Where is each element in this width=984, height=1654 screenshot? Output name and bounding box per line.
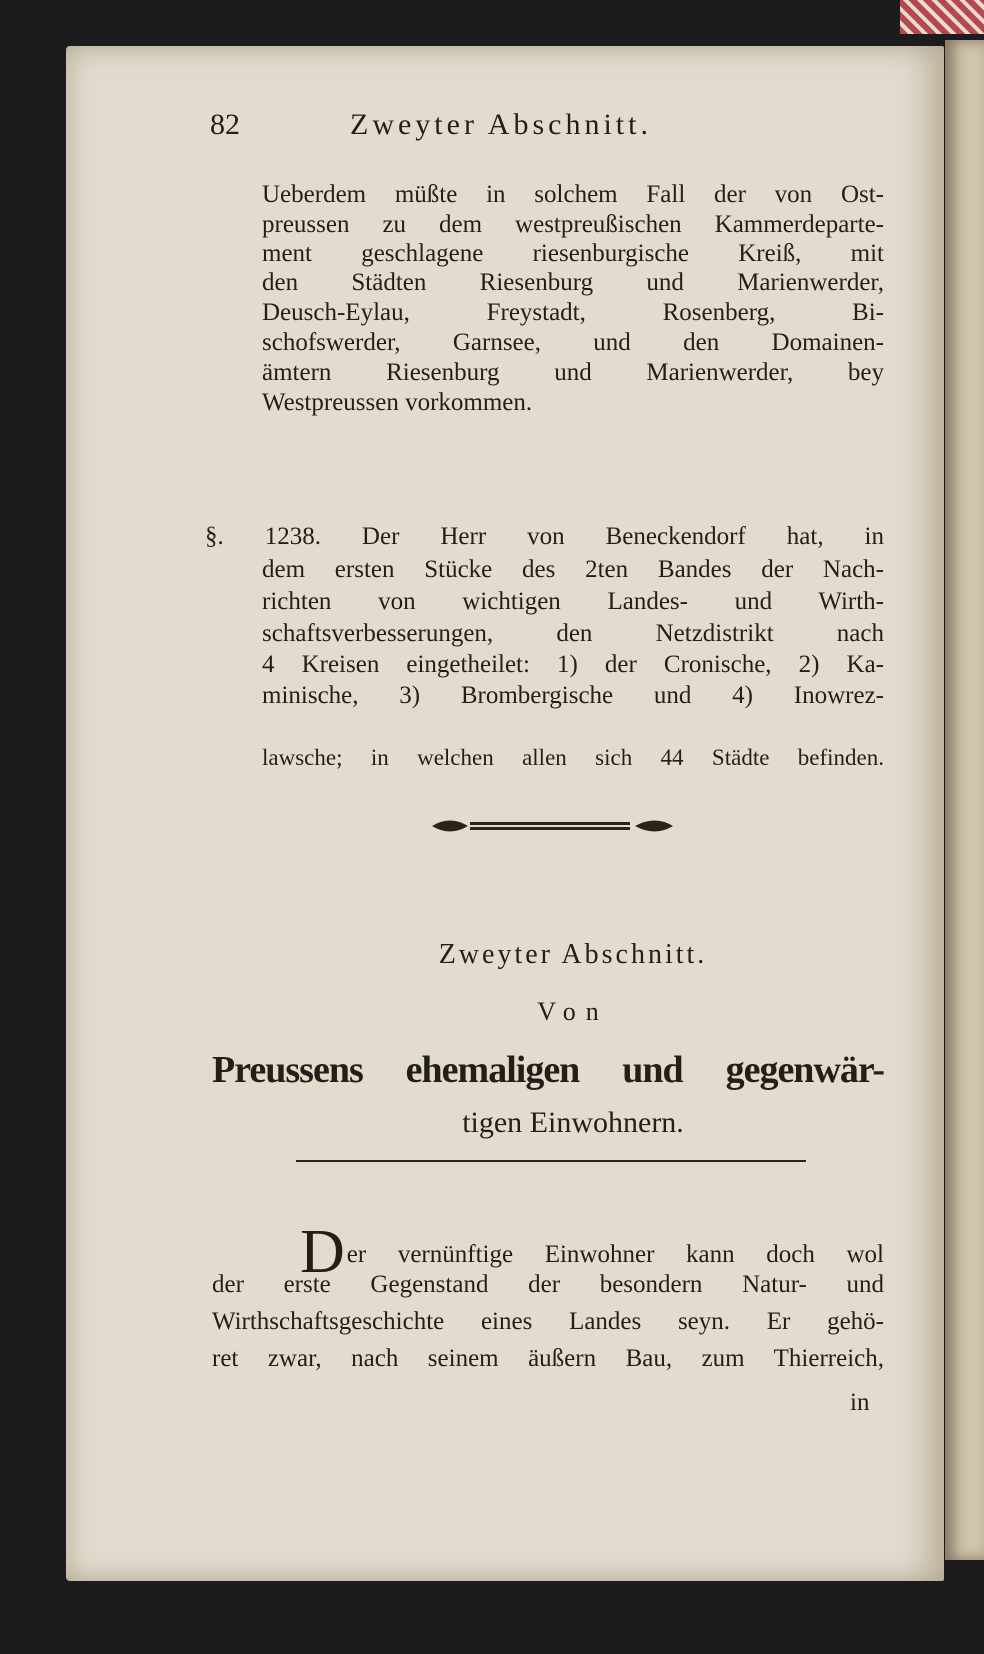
page-number: 82 (210, 108, 240, 141)
text-line: §. 1238. Der Herr von Beneckendorf hat, in (205, 523, 884, 550)
text-line: den Städten Riesenburg und Marienwerder, (262, 269, 884, 296)
text-line: ment geschlagene riesenburgische Kreiß, mit (262, 240, 884, 267)
running-title: Zweyter Abschnitt. (350, 108, 652, 141)
text-line: minische, 3) Brombergische und 4) Inowrez- (262, 682, 884, 709)
section-von: Von (537, 997, 609, 1026)
text-line: lawsche; in welchen allen sich 44 Städte befinden. (262, 745, 884, 770)
text-line (300, 1218, 884, 1286)
text-line: der erste Gegenstand der besondern Natur- und (212, 1271, 884, 1298)
text-line: ämtern Riesenburg und Marienwerder, bey (262, 359, 884, 386)
ornament-divider-icon (430, 815, 675, 837)
text-line: Deusch-Eylau, Freystadt, Rosenberg, Bi- (262, 299, 884, 326)
section-label: Zweyter Abschnitt. (438, 939, 708, 970)
text-line: schofswerder, Garnsee, und den Domainen- (262, 329, 884, 356)
section-title-line-2: tigen Einwohnern. (462, 1106, 684, 1139)
catchword: in (850, 1389, 870, 1416)
text-line: schaftsverbesserungen, den Netzdistrikt nach (262, 620, 884, 647)
bookmark-ribbon (900, 0, 984, 34)
section-title-line-1: Preussens ehemaligen und gegenwär- (212, 1049, 884, 1091)
drop-cap: D (300, 1218, 345, 1286)
first-line-text: er vernünftige Einwohner kann doch wol (346, 1241, 884, 1268)
text-line: dem ersten Stücke des 2ten Bandes der Nach- (262, 556, 884, 583)
text-line: 4 Kreisen eingetheilet: 1) der Cronische, 2) Ka- (262, 651, 884, 678)
text-line: ret zwar, nach seinem äußern Bau, zum Thierreich, (212, 1345, 884, 1372)
section-rule (296, 1160, 806, 1162)
text-line: Wirthschaftsgeschichte eines Landes seyn. Er gehö- (212, 1308, 884, 1335)
text-line: Ueberdem müßte in solchem Fall der von Ost- (262, 181, 884, 208)
text-line: Westpreussen vorkommen. (262, 389, 533, 416)
text-line: preussen zu dem westpreußischen Kammerdeparte- (262, 211, 884, 238)
text-line: richten von wichtigen Landes- und Wirth- (262, 588, 884, 615)
next-page-edge (945, 40, 984, 1560)
